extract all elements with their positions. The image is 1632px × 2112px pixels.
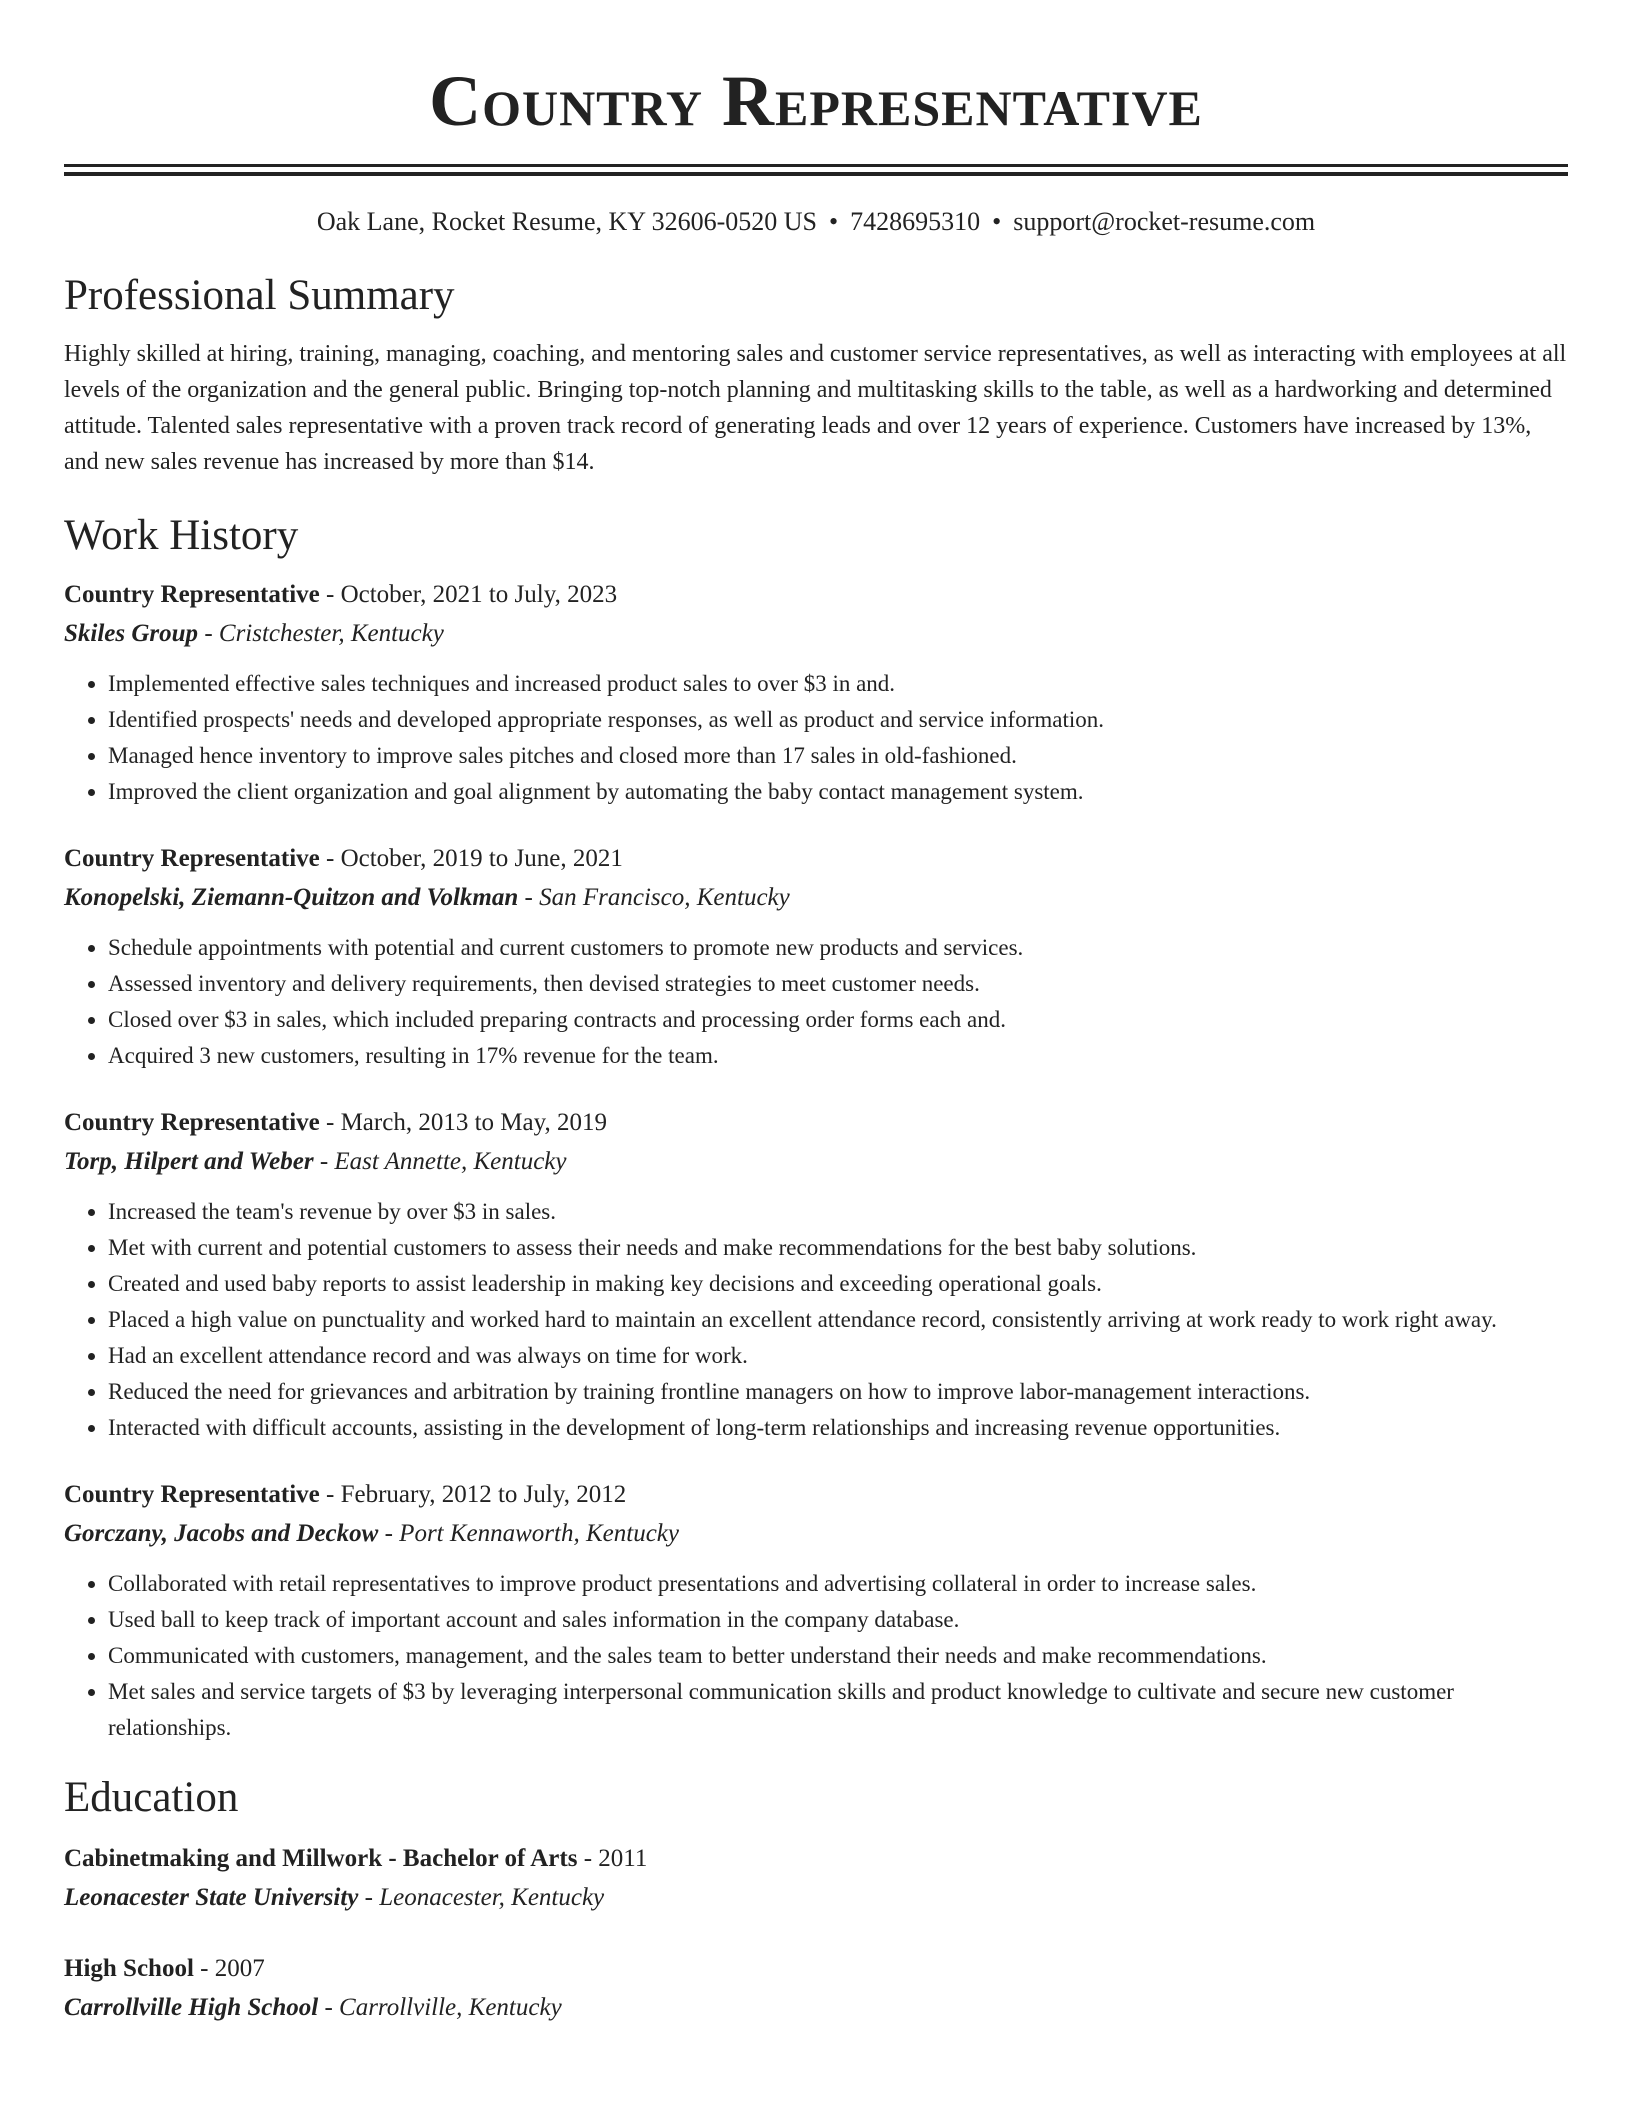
job-bullet: • Schedule appointments with potential and current customers to promote new products and services.	[108, 930, 1568, 966]
job-bullets	[64, 1194, 1568, 1446]
edu-year: - 2007	[193, 1955, 265, 1982]
job-bullet: • Managed hence inventory to improve sales pitches and closed more than 17 sales in old-fashioned.	[108, 738, 1568, 774]
contact-separator: •	[829, 207, 839, 236]
job-bullet: • Had an excellent attendance record and was always on time for work.	[108, 1338, 1568, 1374]
summary-heading: Professional Summary	[64, 272, 455, 319]
job-company-line	[64, 1142, 1568, 1182]
job-title: Country Representative	[64, 845, 320, 872]
job-bullets	[64, 930, 1568, 1074]
resume-name: Country Representative	[429, 61, 1203, 141]
contact-separator: •	[992, 207, 1002, 236]
job-title: Country Representative	[64, 1109, 320, 1136]
edu-degree-line	[64, 1950, 1568, 1988]
edu-degree-line	[64, 1840, 1568, 1878]
work-history-section	[64, 508, 1568, 1746]
job-bullet: • Met with current and potential customers to assess their needs and make recommendations for the best baby solutions.	[108, 1230, 1568, 1266]
job-location: - San Francisco, Kentucky	[518, 884, 790, 911]
job-bullet: • Met sales and service targets of $3 by leveraging interpersonal communication skills and product knowledge to cultivate and secure new customer relationships.	[108, 1674, 1568, 1746]
edu-school: Carrollville High School	[64, 1994, 319, 2021]
job-bullet: • Reduced the need for grievances and arbitration by training frontline managers on how to improve labor-management interactions.	[108, 1374, 1568, 1410]
job-dates: - March, 2013 to May, 2019	[319, 1109, 607, 1136]
job-location: - Cristchester, Kentucky	[198, 620, 444, 647]
contact-address: Oak Lane, Rocket Resume, KY 32606-0520 US	[316, 207, 818, 236]
job-bullet: • Acquired 3 new customers, resulting in 17% revenue for the team.	[108, 1038, 1568, 1074]
job-title: Country Representative	[64, 581, 320, 608]
edu-school: Leonacester State University	[64, 1884, 359, 1911]
job-dates: - February, 2012 to July, 2012	[319, 1481, 627, 1508]
job-bullet: • Improved the client organization and goal alignment by automating the baby contact management system.	[108, 774, 1568, 810]
job-bullet: • Identified prospects' needs and developed appropriate responses, as well as product and service information.	[108, 702, 1568, 738]
work-history-heading: Work History	[64, 512, 299, 559]
job-company-line	[64, 1514, 1568, 1554]
edu-degree: Cabinetmaking and Millwork - Bachelor of Arts	[64, 1845, 578, 1872]
job-company: Konopelski, Ziemann-Quitzon and Volkman	[64, 884, 519, 911]
job-bullet: • Closed over $3 in sales, which included preparing contracts and processing order forms each and.	[108, 1002, 1568, 1038]
job-title-line	[64, 840, 1568, 878]
education-section	[64, 1770, 1568, 2028]
job-bullet: • Assessed inventory and delivery requirements, then devised strategies to meet customer needs.	[108, 966, 1568, 1002]
education-heading: Education	[64, 1774, 239, 1821]
job-dates: - October, 2021 to July, 2023	[319, 581, 618, 608]
job-entry	[64, 1104, 1568, 1446]
job-location: - East Annette, Kentucky	[313, 1148, 567, 1175]
header-double-rule	[64, 164, 1568, 176]
job-bullet: • Implemented effective sales techniques and increased product sales to over $3 in and.	[108, 666, 1568, 702]
job-entry	[64, 1476, 1568, 1746]
contact-email: support@rocket-resume.com	[1013, 207, 1316, 236]
job-company-line	[64, 614, 1568, 654]
summary-text: Highly skilled at hiring, training, managing, coaching, and mentoring sales and customer service representatives, as well as interacting with employees at all levels of the organization and the general public. Bringing top-notch planning and multitasking skills to the table, as well as a hardworking and determined attitude. Talented sales representative with a proven track record of generating leads and over 12 years of experience. Customers have increased by 13%, and new sales revenue has increased by more than $14.	[64, 341, 1567, 475]
contact-phone: 7428695310	[850, 207, 981, 236]
edu-location: - Carrollville, Kentucky	[318, 1994, 562, 2021]
job-company-line	[64, 878, 1568, 918]
job-title: Country Representative	[64, 1481, 320, 1508]
job-title-line	[64, 576, 1568, 614]
contact-line	[64, 204, 1568, 240]
job-company: Gorczany, Jacobs and Deckow	[64, 1520, 379, 1547]
job-title-line	[64, 1476, 1568, 1514]
job-dates: - October, 2019 to June, 2021	[319, 845, 623, 872]
edu-year: - 2011	[577, 1845, 648, 1872]
job-bullet: • Created and used baby reports to assist leadership in making key decisions and exceeding operational goals.	[108, 1266, 1568, 1302]
edu-school-line	[64, 1988, 1568, 2028]
edu-location: - Leonacester, Kentucky	[358, 1884, 605, 1911]
job-bullet: • Communicated with customers, management, and the sales team to better understand their needs and make recommendations.	[108, 1638, 1568, 1674]
job-company: Skiles Group	[64, 620, 199, 647]
education-entry	[64, 1950, 1568, 2028]
summary-section	[64, 268, 1568, 480]
job-bullet: • Used ball to keep track of important account and sales information in the company database.	[108, 1602, 1568, 1638]
job-bullet: • Placed a high value on punctuality and worked hard to maintain an excellent attendance record, consistently arriving at work ready to work right away.	[108, 1302, 1568, 1338]
job-company: Torp, Hilpert and Weber	[64, 1148, 314, 1175]
job-bullet: • Collaborated with retail representatives to improve product presentations and advertising collateral in order to increase sales.	[108, 1566, 1568, 1602]
job-title-line	[64, 1104, 1568, 1142]
job-entry	[64, 840, 1568, 1074]
job-bullet: • Interacted with difficult accounts, assisting in the development of long-term relationships and increasing revenue opportunities.	[108, 1410, 1568, 1446]
job-bullets	[64, 1566, 1568, 1746]
education-entry	[64, 1840, 1568, 1918]
job-location: - Port Kennaworth, Kentucky	[378, 1520, 679, 1547]
job-entry	[64, 576, 1568, 810]
edu-school-line	[64, 1878, 1568, 1918]
job-bullets	[64, 666, 1568, 810]
job-bullet: • Increased the team's revenue by over $3 in sales.	[108, 1194, 1568, 1230]
edu-degree: High School	[64, 1955, 194, 1982]
